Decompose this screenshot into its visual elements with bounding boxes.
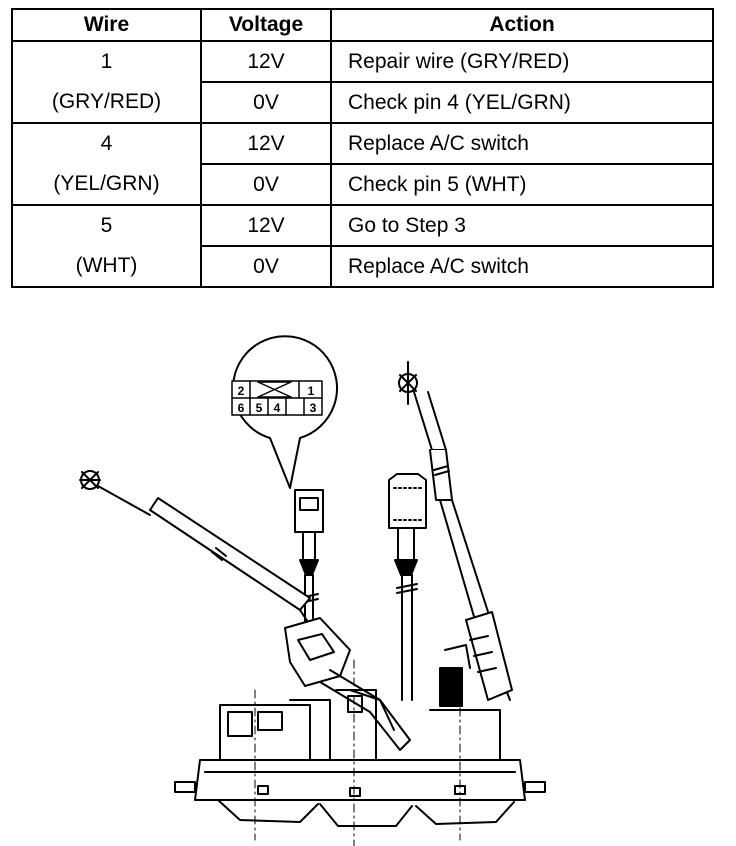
wire-color: (GRY/RED) bbox=[51, 90, 162, 113]
pin-label: 3 bbox=[309, 401, 317, 415]
wire-number: 4 bbox=[100, 132, 113, 155]
voltage-cell: 12V bbox=[201, 41, 331, 82]
table-header-row bbox=[12, 9, 713, 41]
action-cell: Replace A/C switch bbox=[331, 123, 713, 164]
header-wire: Wire bbox=[12, 9, 201, 41]
action-cell: Replace A/C switch bbox=[331, 246, 713, 287]
table-row bbox=[12, 123, 713, 164]
voltage-cell: 0V bbox=[201, 82, 331, 123]
wire-color: (YEL/GRN) bbox=[53, 172, 160, 195]
voltage-check-table bbox=[11, 8, 714, 288]
left-control-cable bbox=[80, 471, 320, 640]
pin-label: 6 bbox=[237, 401, 245, 415]
wire-number: 5 bbox=[100, 214, 113, 237]
voltage-cell: 12V bbox=[201, 205, 331, 246]
lever-assembly bbox=[285, 612, 512, 750]
pin-label: 4 bbox=[273, 401, 281, 415]
header-voltage: Voltage bbox=[201, 9, 331, 41]
center-connector bbox=[389, 474, 426, 700]
voltage-cell: 0V bbox=[201, 164, 331, 205]
action-cell: Go to Step 3 bbox=[331, 205, 713, 246]
wire-cell bbox=[12, 205, 201, 287]
pin-label: 1 bbox=[307, 384, 315, 398]
wire-number: 1 bbox=[100, 50, 113, 73]
connector-callout bbox=[232, 336, 337, 488]
action-cell: Check pin 5 (WHT) bbox=[331, 164, 713, 205]
action-cell: Repair wire (GRY/RED) bbox=[331, 41, 713, 82]
voltage-cell: 0V bbox=[201, 246, 331, 287]
wire-cell bbox=[12, 123, 201, 205]
table-row bbox=[12, 41, 713, 82]
voltage-cell: 12V bbox=[201, 123, 331, 164]
wire-color: (WHT) bbox=[75, 254, 138, 277]
ac-control-unit-diagram bbox=[0, 300, 736, 846]
header-action: Action bbox=[331, 9, 713, 41]
pin-label: 2 bbox=[237, 384, 245, 398]
wire-cell bbox=[12, 41, 201, 123]
pin-label: 5 bbox=[255, 401, 263, 415]
table-row bbox=[12, 205, 713, 246]
action-cell: Check pin 4 (YEL/GRN) bbox=[331, 82, 713, 123]
